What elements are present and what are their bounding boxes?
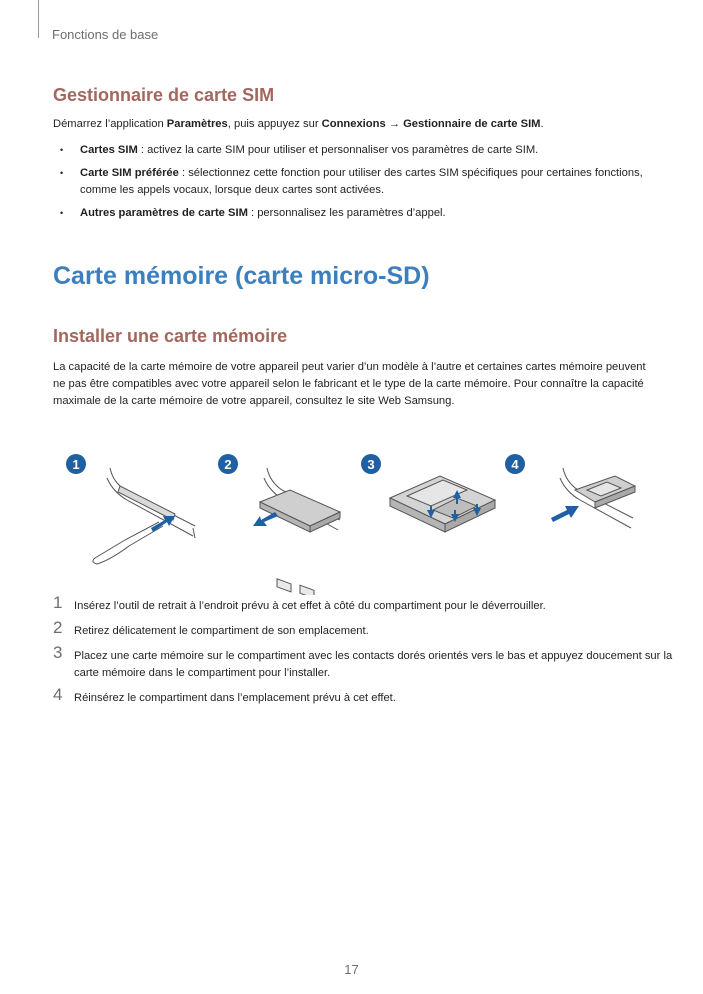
settings-app-name: Paramètres [166,118,228,130]
step-item: 2 Retirez délicatement le compartiment de son emplacement. [53,618,369,637]
step-number: 3 [53,643,63,662]
step-badge-label: 3 [367,457,375,472]
step-item: 3 Placez une carte mémoire sur le compartiment avec les contacts dorés orientés vers le bas et appuyez doucement sur la carte mémoire dans le compartiment pour l’installer. [53,643,673,679]
install-card-heading: Installer une carte mémoire [53,326,288,346]
sim-manager-menu: Gestionnaire de carte SIM [403,118,541,130]
sim-manager-heading: Gestionnaire de carte SIM [53,85,275,105]
sim-options-list [53,142,653,228]
install-steps [53,593,673,715]
install-intro: La capacité de la carte mémoire de votre appareil peut varier d’un modèle à l’autre et certaines cartes mémoire peuvent ne pas être compatibles avec votre appareil selon le fabricant et le type de la carte mémoire. Pour connaître la capacité maximale de la carte mémoire de votre appareil, consultez le site Web Samsung. [53,361,646,407]
sim-tray-2 [260,490,340,595]
step-badge-label: 2 [224,457,232,472]
step-badge-label: 4 [511,457,519,472]
memory-card-heading: Carte mémoire (carte micro-SD) [53,262,430,290]
list-item: • Autres paramètres de carte SIM : personnalisez les paramètres d’appel. [53,205,653,222]
step-number: 2 [53,618,63,637]
sim-tray-3 [390,476,495,532]
running-header: Fonctions de base [52,27,159,42]
arrow-remove-icon [253,512,278,526]
device-edge-4 [560,468,635,528]
list-item: • Cartes SIM : activez la carte SIM pour utiliser et personnaliser vos paramètres de carte SIM. [53,142,653,159]
step-number: 1 [53,593,63,612]
step-badge-label: 1 [72,457,80,472]
step-item: 4 Réinsérez le compartiment dans l’emplacement prévu à cet effet. [53,685,396,704]
page-number: 17 [344,962,359,977]
step-badges [66,454,525,474]
arrow-reinsert-icon [551,506,579,522]
sim-manager-intro: Démarrez l’application Paramètres, puis appuyez sur Connexions → Gestionnaire de carte SIM. [53,118,544,130]
connections-menu: Connexions [321,118,386,130]
device-edge-1 [107,468,195,538]
install-illustration [55,450,655,595]
header-rule [38,0,39,38]
step-number: 4 [53,685,63,704]
list-item: • Carte SIM préférée : sélectionnez cette fonction pour utiliser des cartes SIM spécifiques pour certaines fonctions, comme les appels vocaux, lorsque deux cartes sont activées. [53,165,653,199]
step-item: 1 Insérez l’outil de retrait à l’endroit prévu à cet effet à côté du compartiment pour le déverrouiller. [53,593,546,612]
